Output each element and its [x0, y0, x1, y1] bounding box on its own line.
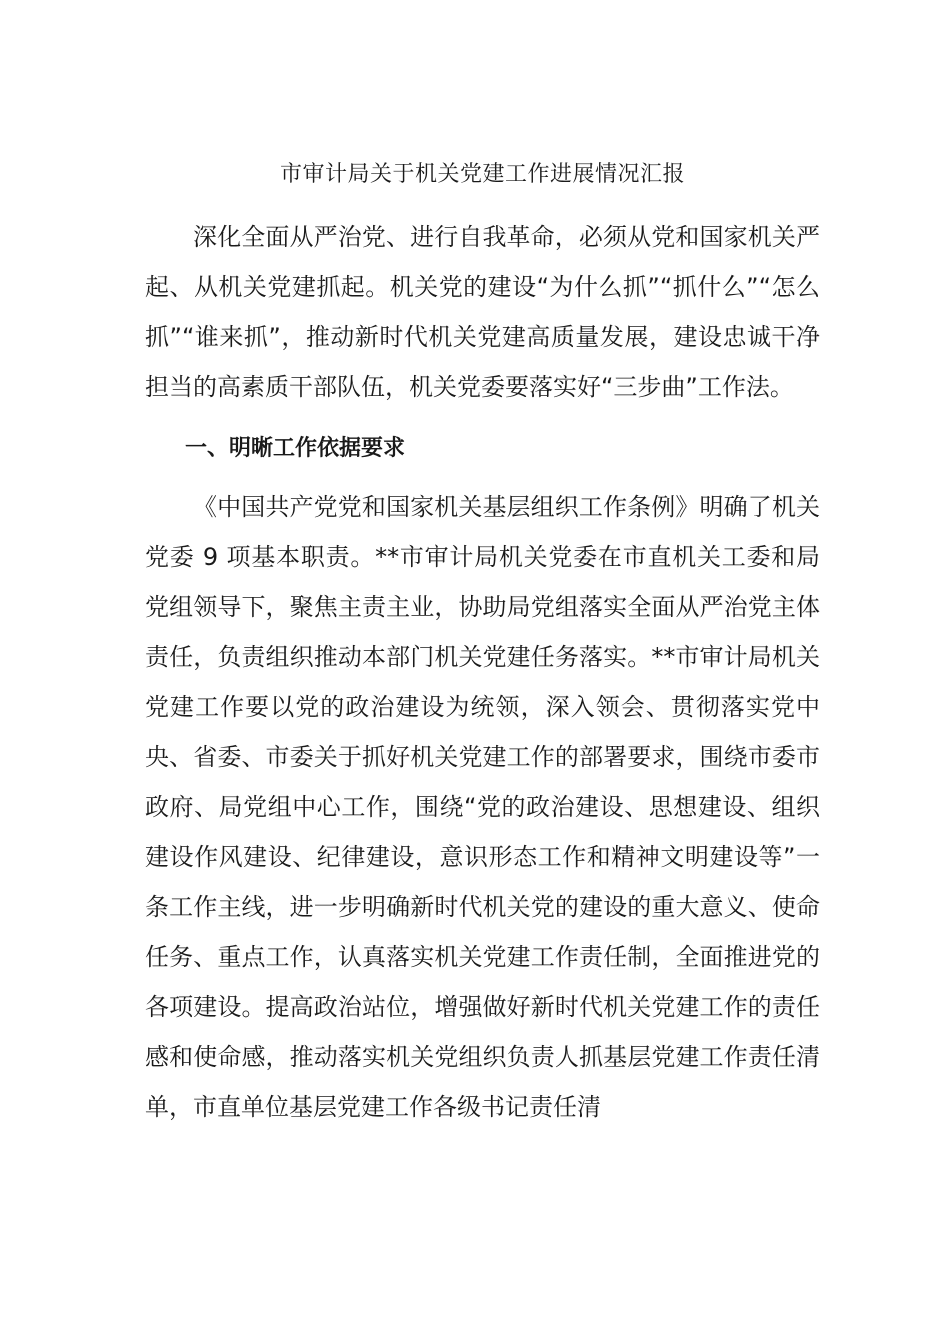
section-body-paragraph: 《中国共产党党和国家机关基层组织工作条例》明确了机关党委 9 项基本职责。**市审计局机关党委在市直机关工委和局党组领导下，聚焦主责主业，协助局党组落实全面从严治党主体责任，负责组织推动本部门机关党建任务落实。**市审计局机关党建工作要以党的政治建设为统领，深入领会、贯彻落实党中央、省委、市委关于抓好机关党建工作的部署要求，围绕市委市政府、局党组中心工作，围绕“党的政治建设、思想建设、组织建设作风建设、纪律建设，意识形态工作和精神文明建设等”一条工作主线，进一步明确新时代机关党的建设的重大意义、使命任务、重点工作，认真落实机关党建工作责任制，全面推进党的各项建设。提高政治站位，增强做好新时代机关党建工作的责任感和使命感，推动落实机关党组织负责人抓基层党建工作责任清单，市直单位基层党建工作各级书记责任清 — [145, 493, 820, 1121]
section-heading: 一、明晰工作依据要求 — [185, 436, 406, 461]
intro-paragraph: 深化全面从严治党、进行自我革命，必须从党和国家机关严起、从机关党建抓起。机关党的建设“为什么抓”“抓什么”“怎么抓”“谁来抓”，推动新时代机关党建高质量发展，建设忠诚干净担当的高素质干部队伍，机关党委要落实好“三步曲”工作法。 — [145, 223, 820, 401]
document-title: 市审计局关于机关党建工作进展情况汇报 — [279, 162, 685, 187]
document-page — [145, 150, 820, 1132]
